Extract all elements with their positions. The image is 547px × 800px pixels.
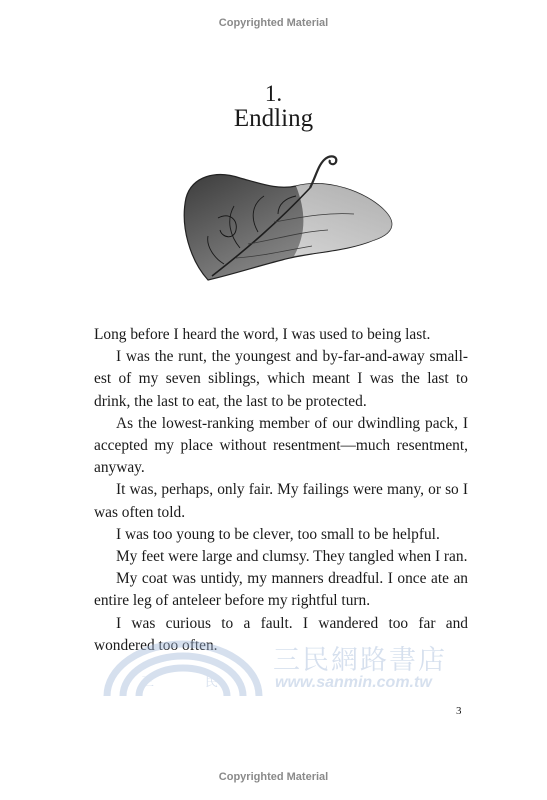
chapter-number: 1. bbox=[264, 81, 283, 106]
chapter-title: Endling bbox=[233, 105, 314, 132]
paragraph: Long before I heard the word, I was used to being last. bbox=[94, 326, 431, 343]
watermark-small-left: 三 bbox=[141, 675, 155, 690]
copyright-footer: Copyrighted Material bbox=[218, 771, 329, 783]
paragraph: My coat was untidy, my manners dreadful. I once ate an entire leg of anteleer before my rightful turn. bbox=[94, 570, 468, 610]
leaf-illustration-icon bbox=[178, 148, 398, 282]
paragraph: It was, perhaps, only fair. My failings were many, or so I was often told. bbox=[94, 481, 468, 521]
bookstore-watermark bbox=[95, 636, 455, 698]
watermark-chinese-name: 三民網路書店 bbox=[273, 645, 447, 676]
watermark-small-right: 民 bbox=[205, 675, 219, 690]
paragraph: I was the runt, the youngest and by-far-and-away small-est of my seven siblings, which meant I was the last to drink, the last to eat, the last to be protected. bbox=[94, 348, 468, 410]
chapter-body-text bbox=[94, 324, 468, 657]
paragraph: I was too young to be clever, too small to be helpful. bbox=[116, 525, 440, 543]
watermark-url: www.sanmin.com.tw bbox=[275, 674, 432, 691]
paragraph: I was curious to a fault. I wandered too far and wondered too often. bbox=[94, 614, 468, 654]
page-number: 3 bbox=[456, 705, 462, 717]
copyright-header: Copyrighted Material bbox=[218, 17, 329, 29]
sanmin-rainbow-logo-icon bbox=[95, 636, 270, 698]
paragraph: My feet were large and clumsy. They tangled when I ran. bbox=[116, 548, 468, 566]
paragraph: As the lowest-ranking member of our dwindling pack, I accepted my place without resentment—much resentment, anyway. bbox=[94, 414, 468, 477]
